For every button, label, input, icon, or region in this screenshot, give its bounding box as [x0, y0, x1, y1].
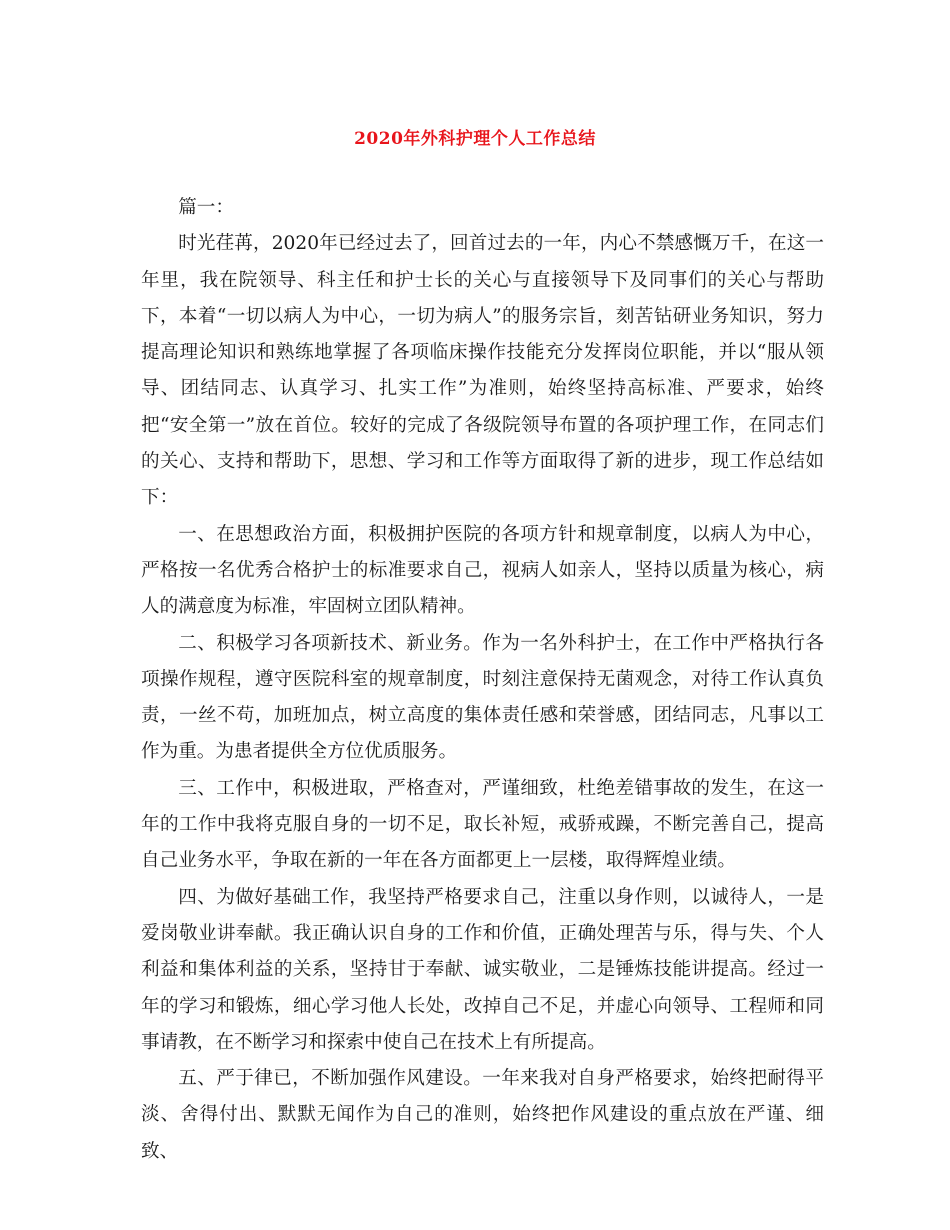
paragraph-item-2: 二、积极学习各项新技术、新业务。作为一名外科护士，在工作中严格执行各项操作规程，遵守医院科室的规章制度，时刻注意保持无菌观念，对待工作认真负责，一丝不苟，加班加点，树立高度的集体责任感和荣誉感，团结同志，凡事以工作为重。为患者提供全方位优质服务。	[141, 632, 824, 763]
paragraph-section-label: 篇一：	[178, 197, 234, 218]
paragraph-item-5: 五、严于律已，不断加强作风建设。一年来我对自身严格要求，始终把耐得平淡、舍得付出、默默无闻作为自己的准则，始终把作风建设的重点放在严谨、细致、	[141, 1068, 824, 1162]
document-body	[141, 190, 824, 1170]
paragraph-item-3: 三、工作中，积极进取，严格查对，严谨细致，杜绝差错事故的发生，在这一年的工作中我将克服自身的一切不足，取长补短，戒骄戒躁，不断完善自己，提高自己业务水平，争取在新的一年在各方面都更上一层楼，取得辉煌业绩。	[141, 777, 824, 872]
paragraph-item-1: 一、在思想政治方面，积极拥护医院的各项方针和规章制度，以病人为中心，严格按一名优秀合格护士的标准要求自己，视病人如亲人，坚持以质量为核心，病人的满意度为标准，牢固树立团队精神。	[141, 523, 824, 618]
paragraph-item-4: 四、为做好基础工作，我坚持严格要求自己，注重以身作则，以诚待人，一是爱岗敬业讲奉献。我正确认识自身的工作和价值，正确处理苦与乐，得与失、个人利益和集体利益的关系，坚持甘于奉献、诚实敬业，二是锤炼技能讲提高。经过一年的学习和锻炼，细心学习他人长处，改掉自己不足，并虚心向领导、工程师和同事请教，在不断学习和探索中使自己在技术上有所提高。	[141, 886, 824, 1053]
paragraph-intro: 时光荏苒，2020年已经过去了，回首过去的一年，内心不禁感慨万千，在这一年里，我在院领导、科主任和护士长的关心与直接领导下及同事们的关心与帮助下，本着“一切以病人为中心，一切为病人”的服务宗旨，刻苦钻研业务知识，努力提高理论知识和熟练地掌握了各项临床操作技能充分发挥岗位职能，并以“服从领导、团结同志、认真学习、扎实工作”为准则，始终坚持高标准、严要求，始终把“安全第一”放在首位。较好的完成了各级院领导布置的各项护理工作，在同志们的关心、支持和帮助下，思想、学习和工作等方面取得了新的进步，现工作总结如下：	[141, 233, 824, 509]
document-title: 2020年外科护理个人工作总结	[354, 129, 596, 149]
